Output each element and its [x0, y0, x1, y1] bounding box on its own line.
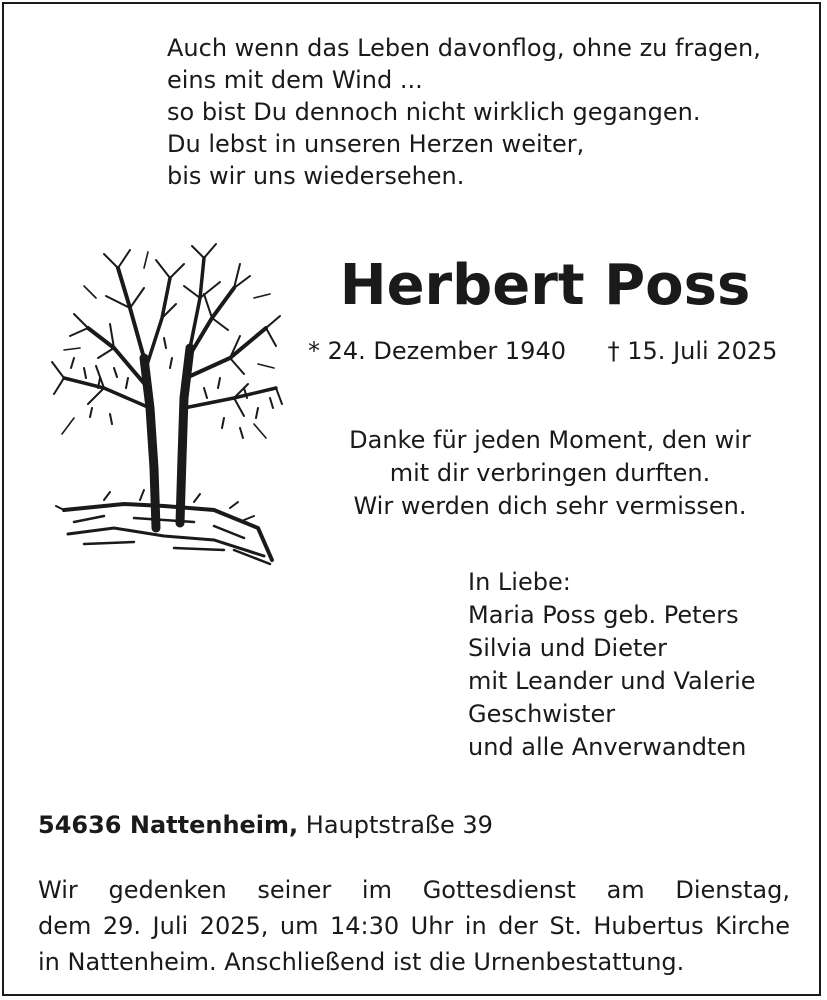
address — [38, 808, 493, 842]
mourner-line: Geschwister — [468, 700, 616, 728]
poem-line: so bist Du dennoch nicht wirklich gegangen. — [167, 98, 701, 126]
service-line: Wir gedenken seiner im Gottesdienst am Dienstag, — [38, 876, 790, 904]
poem-line: Auch wenn das Leben davonflog, ohne zu fragen, — [167, 34, 761, 62]
mourner-line: Maria Poss geb. Peters — [468, 601, 739, 629]
mourner-line: Silvia und Dieter — [468, 634, 668, 662]
thanks-line: Wir werden dich sehr vermissen. — [353, 492, 747, 520]
thanks-line: mit dir verbringen durften. — [389, 459, 711, 487]
poem-line: Du lebst in unseren Herzen weiter, — [167, 130, 585, 158]
tree-icon — [44, 238, 284, 568]
service-info — [38, 872, 790, 980]
mourner-line: In Liebe: — [468, 568, 571, 596]
mourner-line: und alle Anverwandten — [468, 733, 747, 761]
service-line: dem 29. Juli 2025, um 14:30 Uhr in der St. Hubertus Kirche — [38, 912, 790, 940]
poem-line: eins mit dem Wind ... — [167, 66, 423, 94]
deceased-name: Herbert Poss — [339, 253, 751, 318]
service-line: in Nattenheim. Anschließend ist die Urnenbestattung. — [38, 948, 685, 976]
thanks-text — [300, 424, 800, 523]
life-dates — [308, 335, 777, 367]
address-street: Hauptstraße 39 — [305, 811, 493, 839]
thanks-line: Danke für jeden Moment, den wir — [349, 426, 751, 454]
poem-line: bis wir uns wiedersehen. — [167, 162, 465, 190]
poem — [167, 32, 761, 192]
address-city: 54636 Nattenheim, — [38, 811, 299, 839]
death-date: † 15. Juli 2025 — [607, 337, 778, 365]
mourner-line: mit Leander und Valerie — [468, 667, 756, 695]
birth-date: * 24. Dezember 1940 — [308, 337, 566, 365]
mourners-list — [468, 566, 756, 764]
